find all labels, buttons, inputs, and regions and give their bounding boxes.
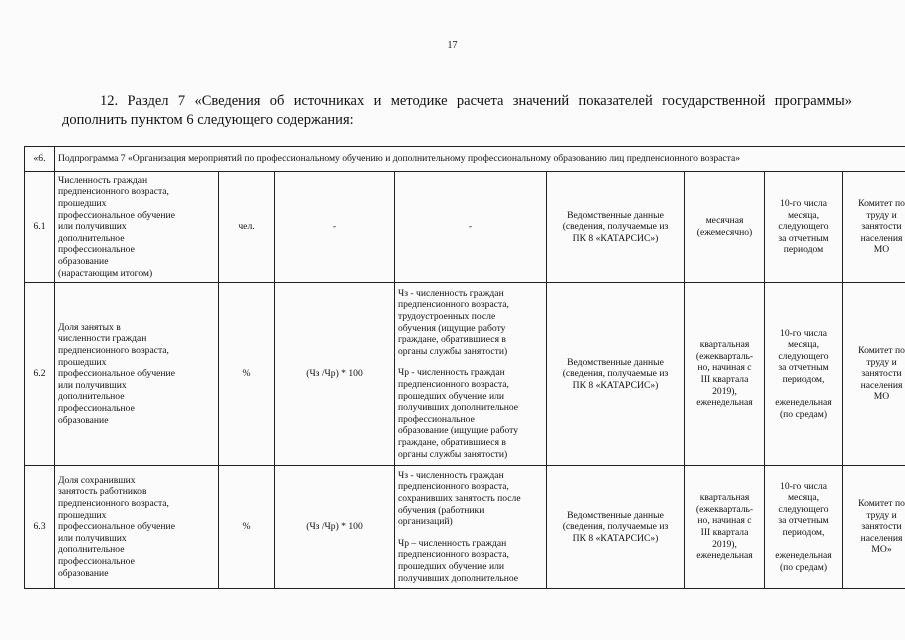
variables-cell	[395, 283, 547, 466]
source-cell: Ведомственные данные (сведения, получаемые из ПК 8 «КАТАРСИС»)	[547, 466, 685, 589]
variables-cell	[395, 466, 547, 589]
variables-cell: -	[395, 172, 547, 283]
variable-chr-description: Чр - численность граждан предпенсионного возраста, прошедших обучение или получивших дополнительное профессиональное образование (ищущие работу граждане, обратившиеся в органы службы занятости)	[398, 367, 519, 460]
indicator-name: Доля сохранивших занятость работников предпенсионного возраста, прошедших профессиональное обучение или получивших дополнительное профессиональное образование	[55, 466, 219, 589]
indicator-name: Численность граждан предпенсионного возраста, прошедших профессиональное обучение или получивших дополнительное профессиональное образование (нарастающим итогом)	[55, 172, 219, 283]
table-row	[25, 283, 905, 466]
table-row	[25, 466, 905, 589]
variable-chr-description: Чр – численность граждан предпенсионного возраста, прошедших обучение или получивших дополнительное	[398, 537, 519, 584]
responsible-cell: Комитет по труду и занятости населения МО	[843, 172, 905, 283]
variable-chz-description: Чз - численность граждан предпенсионного возраста, сохранивших занятость после обучения (работники организаций)	[398, 469, 521, 528]
unit-cell: %	[219, 466, 275, 589]
indicators-table	[24, 146, 905, 589]
deadline-cell: 10-го числа месяца, следующего за отчетным периодом, еженедельная (по средам)	[765, 283, 843, 466]
responsible-cell: Комитет по труду и занятости населения МО»	[843, 466, 905, 589]
formula-cell: (Чз /Чр) * 100	[275, 466, 395, 589]
table-row	[25, 172, 905, 283]
header-number: «6.	[25, 147, 55, 172]
formula-cell: -	[275, 172, 395, 283]
source-cell: Ведомственные данные (сведения, получаемые из ПК 8 «КАТАРСИС»)	[547, 172, 685, 283]
responsible-cell: Комитет по труду и занятости населения МО	[843, 283, 905, 466]
subprogram-title: Подпрограмма 7 «Организация мероприятий по профессиональному обучению и дополнительному профессиональному образованию лиц предпенсионного возраста»	[55, 147, 905, 172]
indicator-name: Доля занятых в численности граждан предпенсионного возраста, прошедших профессиональное обучение или получивших дополнительное профессиональное образование	[55, 283, 219, 466]
heading-text: 12. Раздел 7 «Сведения об источниках и методике расчета значений показателей государственной программы» дополнить пунктом 6 следующего содержания:	[62, 93, 852, 128]
row-number: 6.1	[25, 172, 55, 283]
row-number: 6.3	[25, 466, 55, 589]
frequency-cell: квартальная (ежекварталь- но, начиная с III квартала 2019), еженедельная	[685, 283, 765, 466]
unit-cell: %	[219, 283, 275, 466]
unit-cell: чел.	[219, 172, 275, 283]
page-number: 17	[447, 40, 458, 51]
table-header-row	[25, 147, 905, 172]
deadline-cell: 10-го числа месяца, следующего за отчетным периодом, еженедельная (по средам)	[765, 466, 843, 589]
formula-cell: (Чз /Чр) * 100	[275, 283, 395, 466]
row-number: 6.2	[25, 283, 55, 466]
deadline-cell: 10-го числа месяца, следующего за отчетным периодом	[765, 172, 843, 283]
frequency-cell: квартальная (ежекварталь- но, начиная с III квартала 2019), еженедельная	[685, 466, 765, 589]
source-cell: Ведомственные данные (сведения, получаемые из ПК 8 «КАТАРСИС»)	[547, 283, 685, 466]
frequency-cell: месячная (ежемесячно)	[685, 172, 765, 283]
variable-chz-description: Чз - численность граждан предпенсионного возраста, трудоустроенных после обучения (ищущие работу граждане, обратившиеся в органы службы занятости)	[398, 287, 509, 357]
section-heading	[62, 92, 852, 130]
